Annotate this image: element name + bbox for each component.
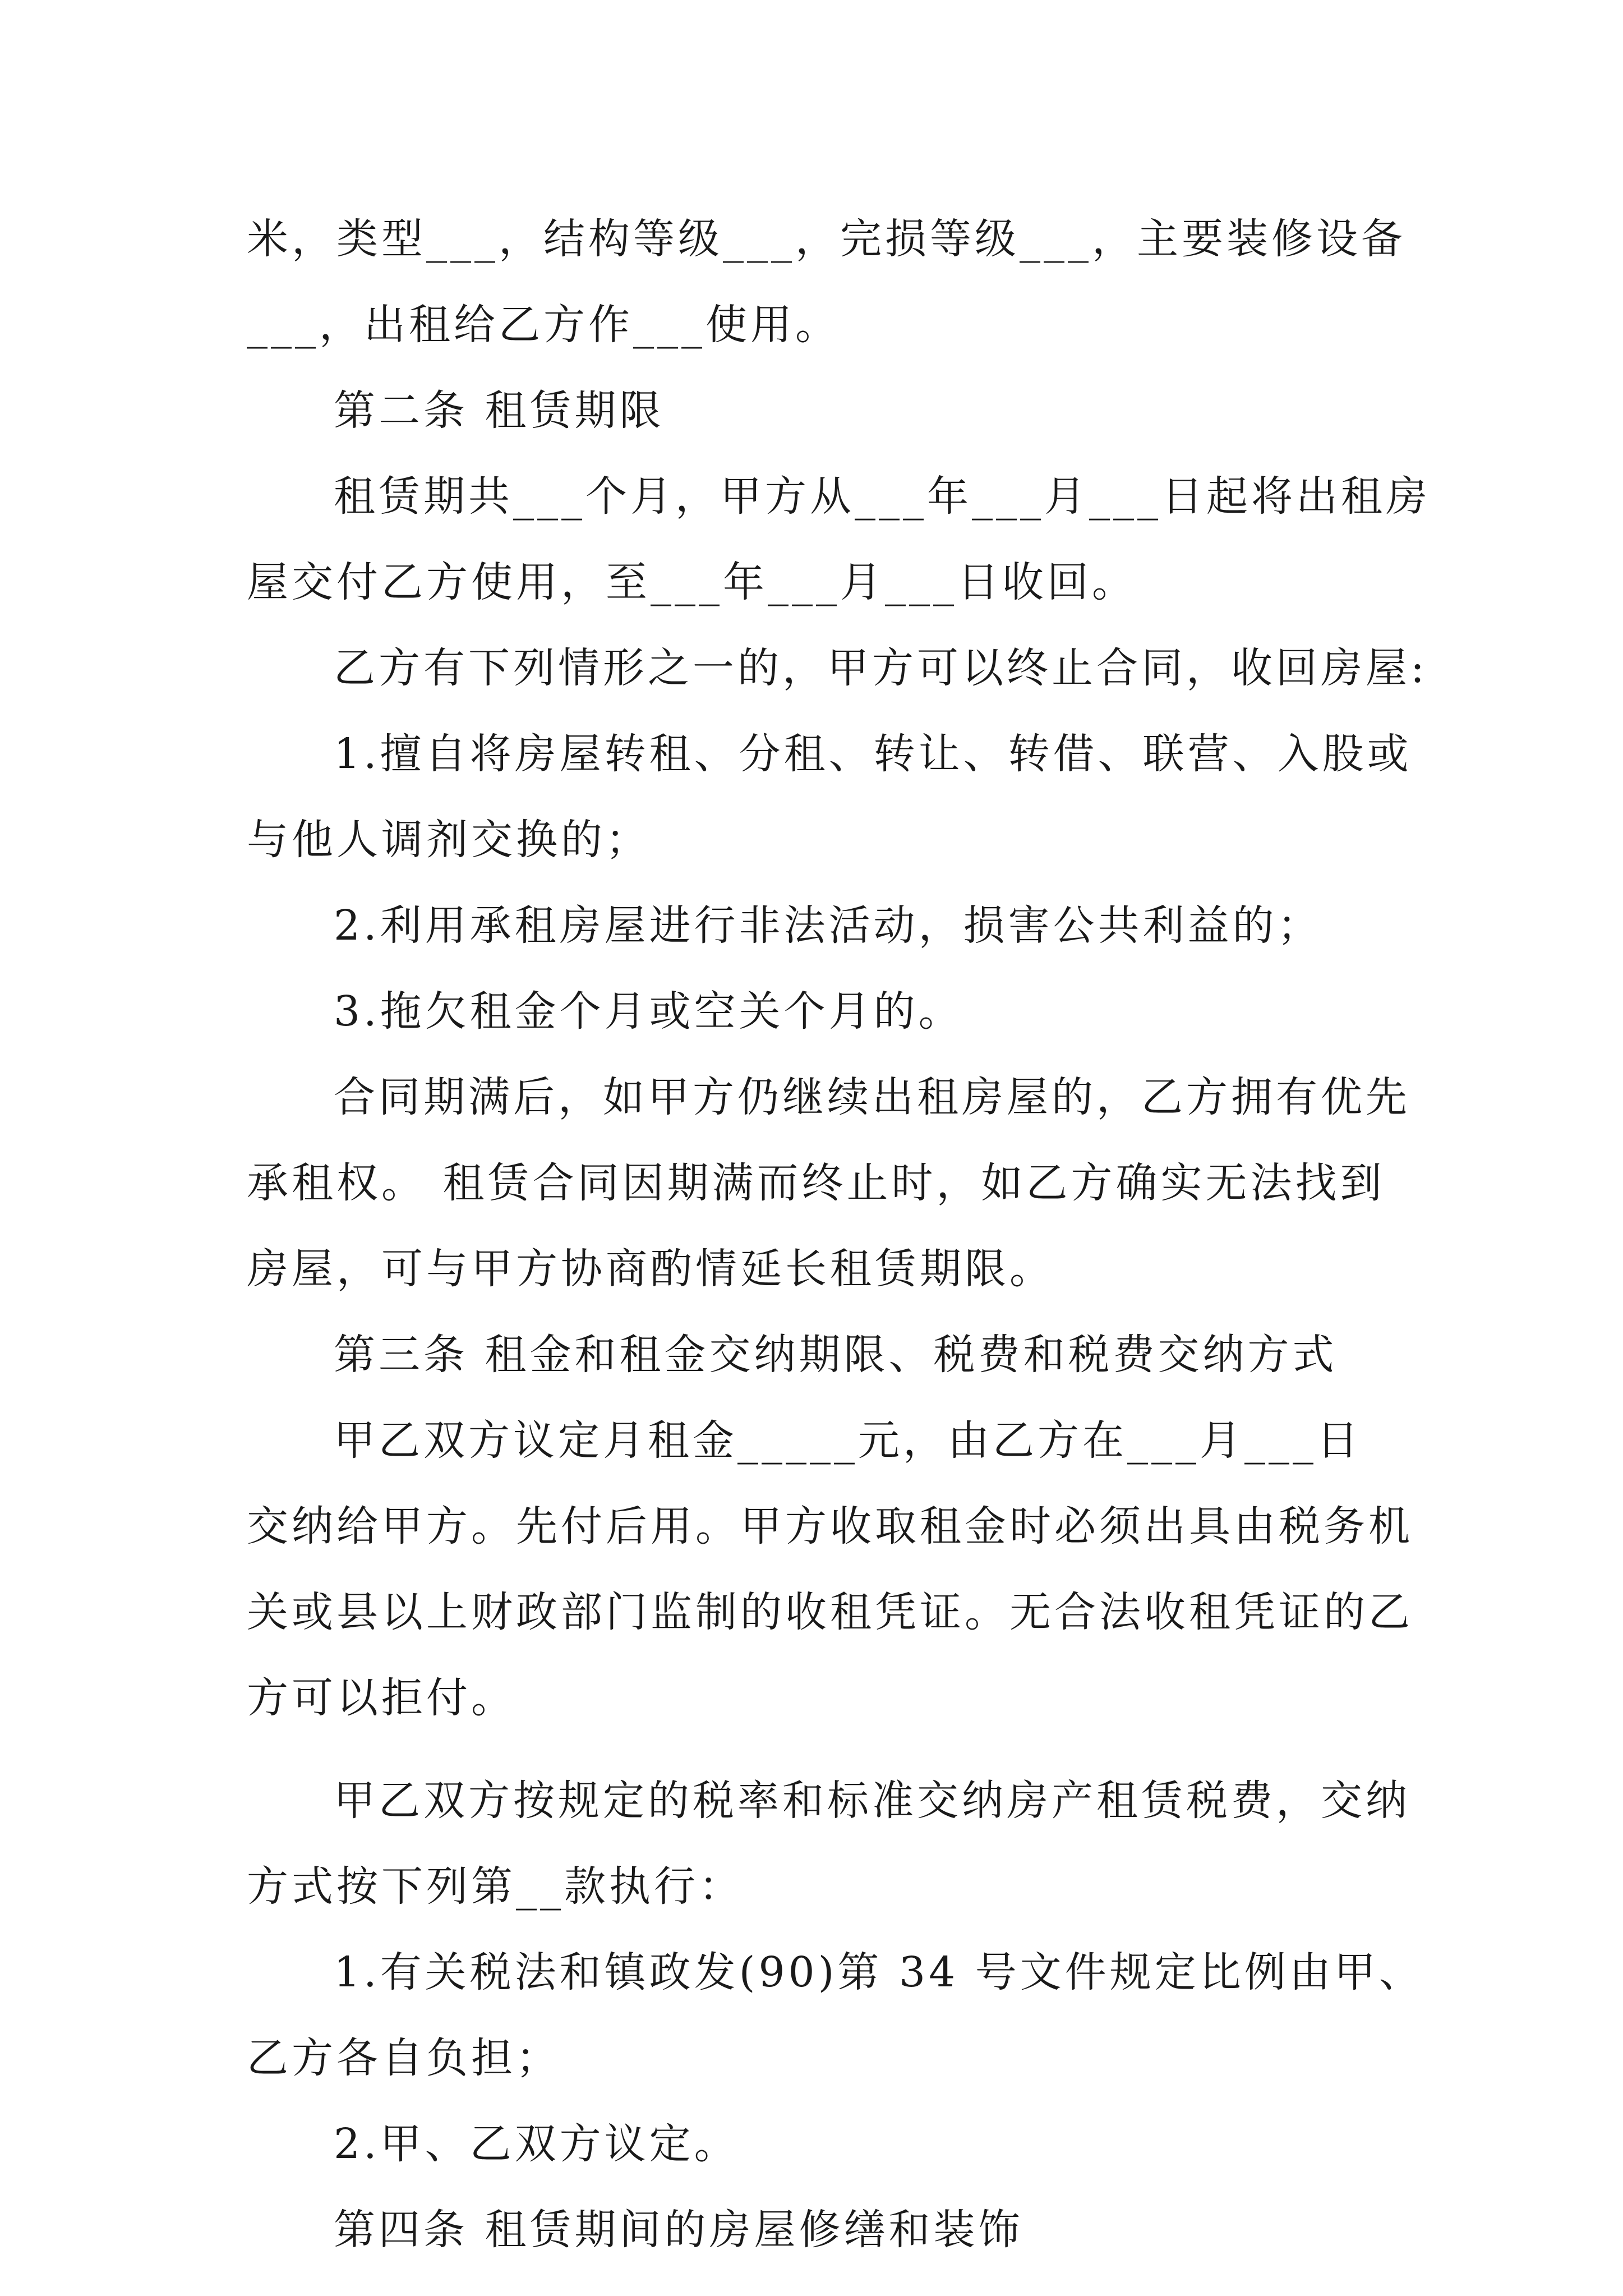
section-heading: 第三条 租金和租金交纳期限、税费和税费交纳方式 bbox=[334, 1331, 1338, 1379]
text-line: ___，出租给乙方作___使用。 bbox=[247, 301, 840, 349]
list-item: 2.甲、乙双方议定。 bbox=[334, 2120, 739, 2168]
document-body bbox=[247, 196, 1431, 2273]
section-heading: 第二条 租赁期限 bbox=[334, 386, 665, 435]
text-line: 方可以拒付。 bbox=[247, 1674, 516, 1722]
text-line: 与他人调剂交换的； bbox=[247, 816, 651, 864]
text-line: 承租权。 租赁合同因期满而终止时，如乙方确实无法找到 bbox=[247, 1159, 1385, 1207]
text-line: 关或县以上财政部门监制的收租凭证。无合法收租凭证的乙 bbox=[247, 1588, 1413, 1636]
text-line: 乙方有下列情形之一的，甲方可以终止合同，收回房屋: bbox=[334, 644, 1428, 692]
list-item: 1.有关税法和镇政发(90)第 34 号文件规定比例由甲、 bbox=[334, 1948, 1424, 1996]
text-line: 房屋，可与甲方协商酌情延长租赁期限。 bbox=[247, 1245, 1054, 1293]
text-line: 交纳给甲方。先付后用。甲方收取租金时必须出具由税务机 bbox=[247, 1502, 1413, 1550]
section-heading: 第四条 租赁期间的房屋修缮和装饰 bbox=[334, 2206, 1023, 2254]
text-line: 屋交付乙方使用，至___年___月___日收回。 bbox=[247, 558, 1137, 606]
text-line: 乙方各自负担； bbox=[247, 2034, 561, 2082]
list-item: 1.擅自将房屋转租、分租、转让、转借、联营、入股或 bbox=[334, 730, 1412, 778]
text-line: 合同期满后，如甲方仍继续出租房屋的，乙方拥有优先 bbox=[334, 1073, 1410, 1121]
text-line: 租赁期共___个月，甲方从___年___月___日起将出租房 bbox=[334, 472, 1431, 521]
text-line: 米，类型___，结构等级___，完损等级___，主要装修设备 bbox=[247, 215, 1406, 263]
text-line: 甲乙双方按规定的税率和标准交纳房产租赁税费，交纳 bbox=[334, 1777, 1410, 1825]
list-item: 2.利用承租房屋进行非法活动，损害公共利益的； bbox=[334, 901, 1322, 950]
text-line: 甲乙双方议定月租金_____元，由乙方在___月___日 bbox=[334, 1416, 1362, 1465]
text-line: 方式按下列第__款执行： bbox=[247, 1862, 744, 1911]
list-item: 3.拖欠租金个月或空关个月的。 bbox=[334, 987, 963, 1036]
